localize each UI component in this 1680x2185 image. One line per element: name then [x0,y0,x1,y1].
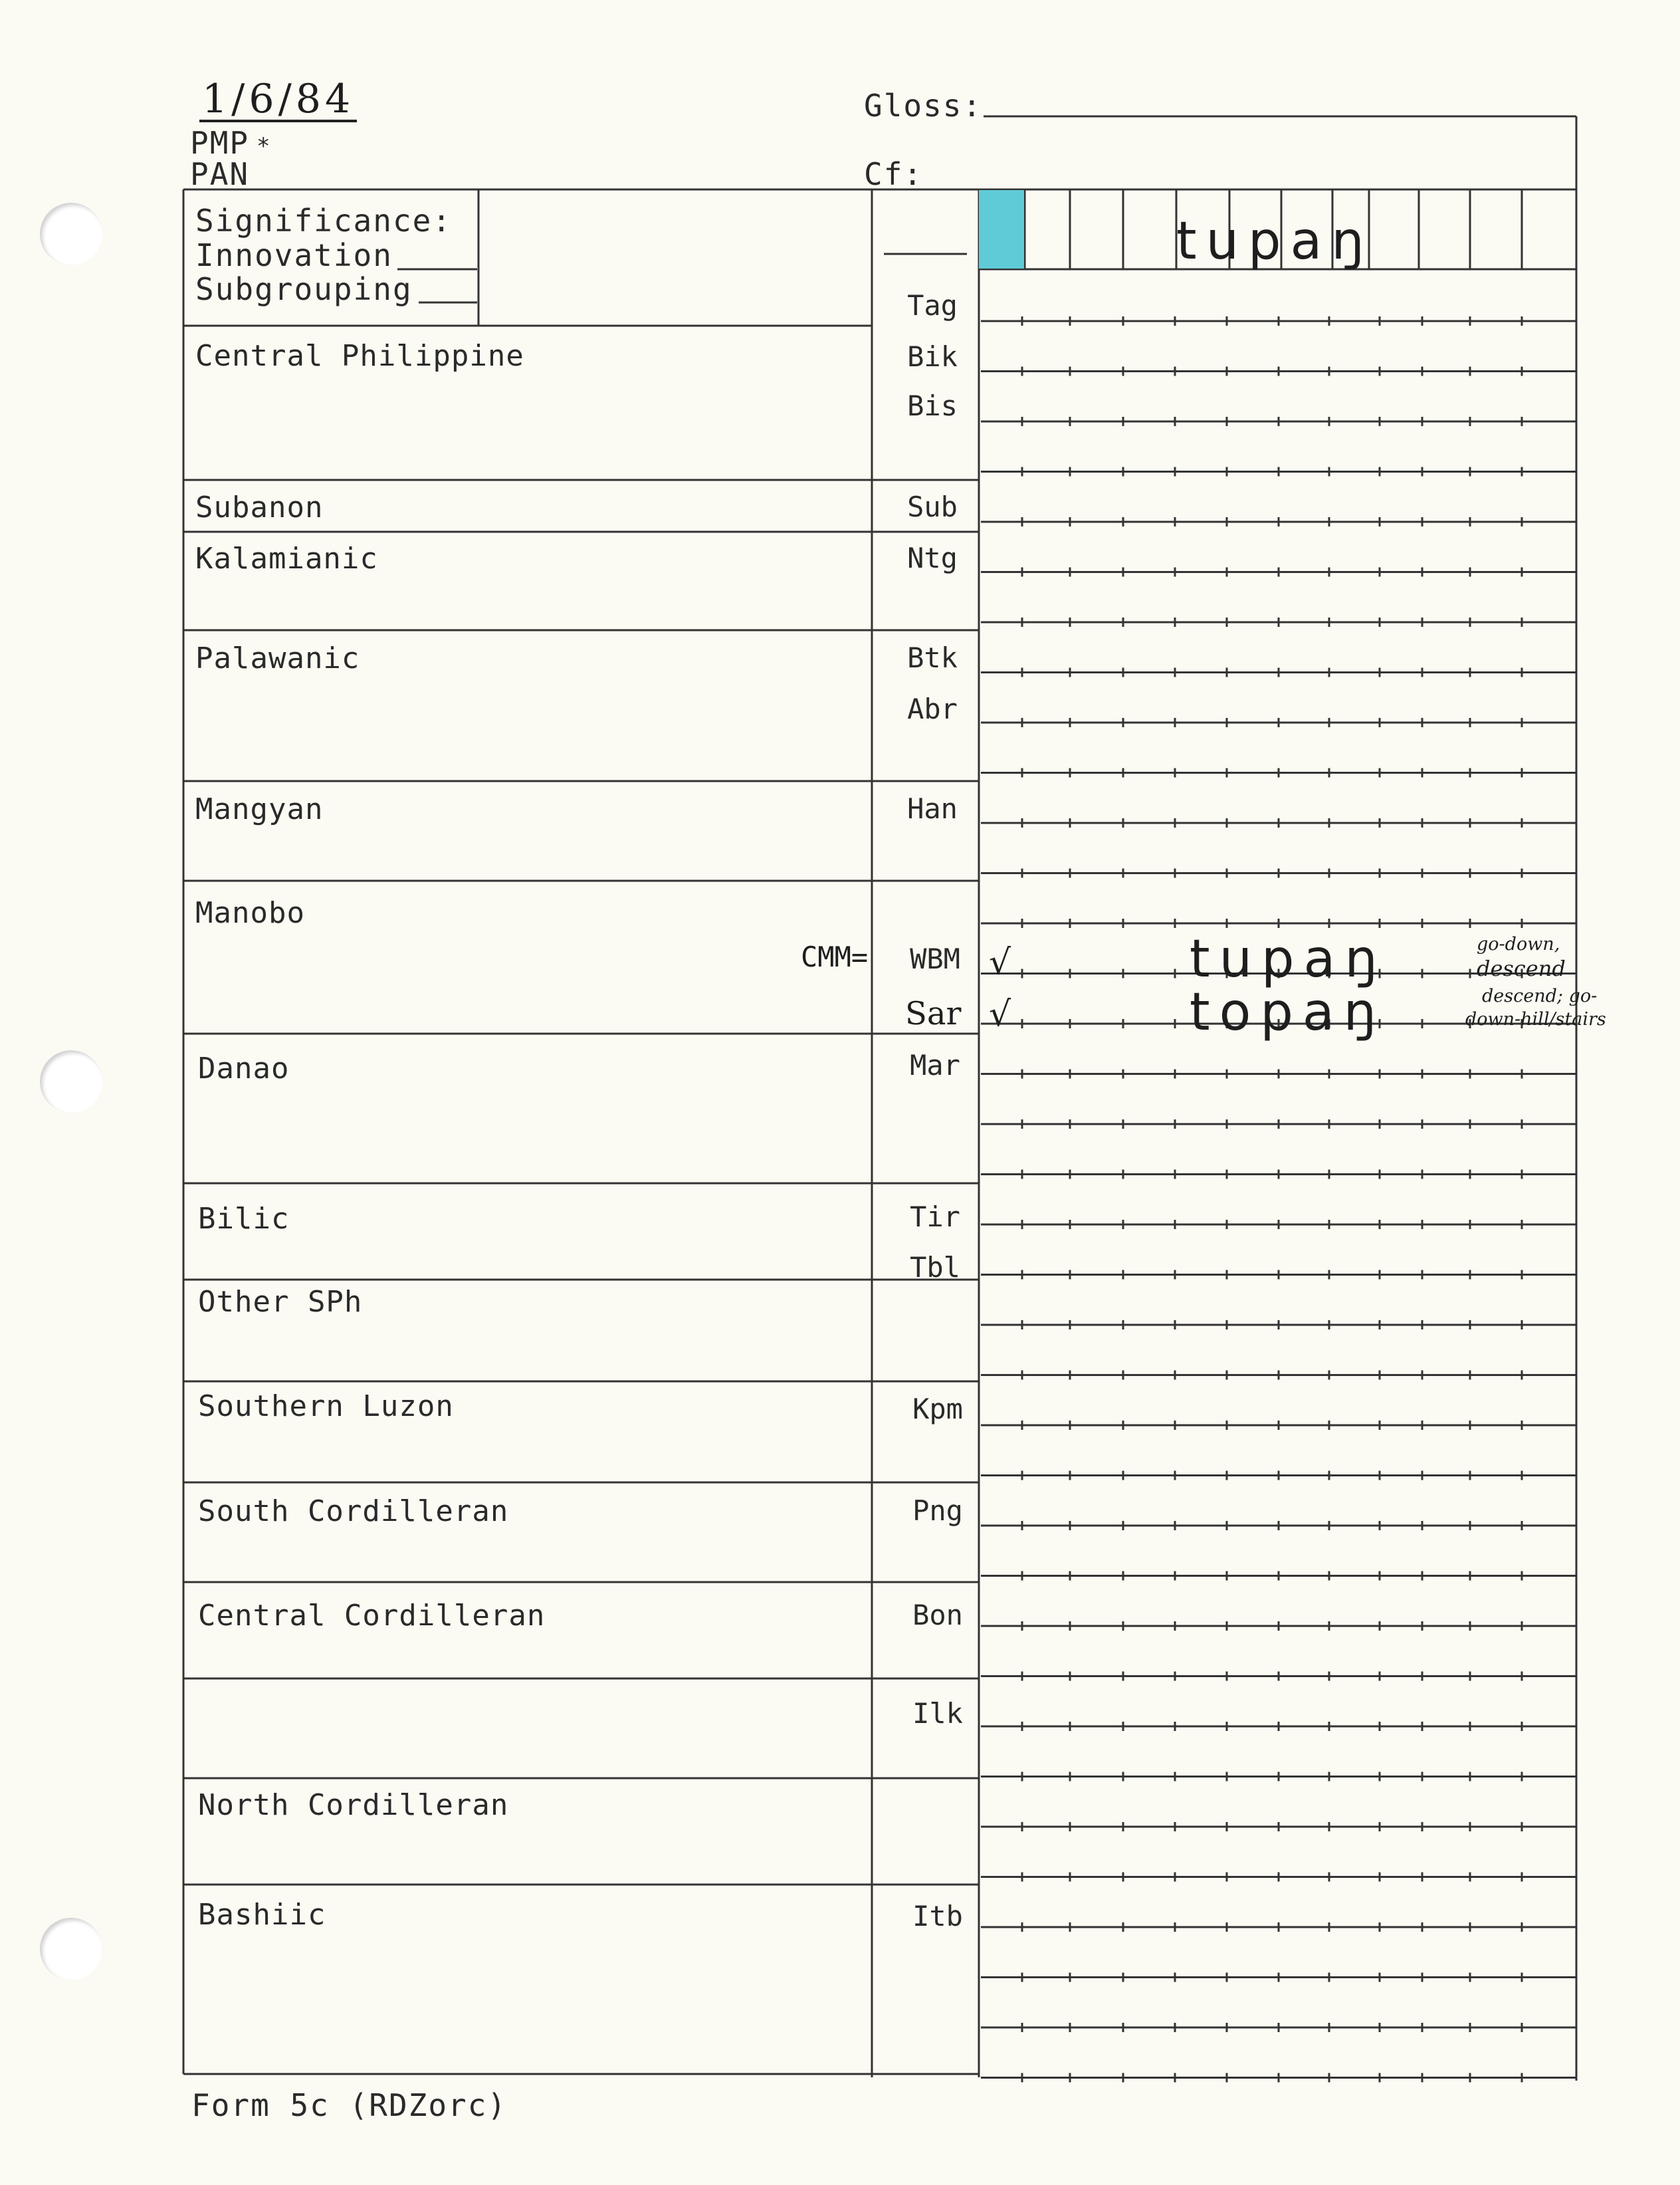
reflex-letter: t [1190,982,1219,1042]
check-mark: √ [989,994,1011,1034]
group-label: Central Cordilleran [198,1599,546,1633]
reflex-letter: t [1190,929,1219,989]
group-label: Central Philippine [195,339,524,373]
proto-letter: t [1176,211,1206,271]
sar-gloss: descend; go- [1482,986,1598,1006]
group-label: Mangyan [195,792,324,826]
lang-abbr: Bik [907,340,958,373]
reflex-letter: a [1302,982,1344,1042]
group-label: Bashiic [198,1898,326,1932]
lang-abbr: Han [907,792,958,825]
group-label: Other SPh [198,1285,363,1319]
lang-abbr: Tir [910,1201,960,1233]
reflex-letter: ŋ [1343,982,1386,1042]
group-label: Bilic [198,1202,290,1236]
lang-abbr: Btk [907,641,958,674]
lang-abbr: WBM [910,943,960,975]
group-label: Subanon [195,491,324,524]
sar-reflex-word [1190,982,1386,1042]
check-mark: √ [989,943,1011,982]
lang-abbr: Itb [912,1900,963,1932]
pmp-label: PMP [190,125,250,161]
group-label: Danao [198,1052,290,1086]
proto-letter: p [1248,211,1291,271]
proto-letter: ŋ [1331,211,1374,271]
wbm-gloss: go-down, [1477,934,1560,955]
reflex-letter: p [1261,929,1304,989]
lang-abbr: Ilk [912,1697,963,1730]
wbm-reflex-word [1190,929,1387,989]
cmm-prefix: CMM= [801,941,869,973]
gloss-label: Gloss: [864,88,983,124]
pan-label: PAN [190,156,250,192]
asterisk-mark: * [257,133,272,160]
group-label: Palawanic [195,641,360,675]
lang-abbr: Mar [910,1049,960,1082]
sar-label: Sar [905,995,962,1032]
date-field: 1/6/84 [199,78,357,122]
subgrouping-label: Subgrouping [195,271,413,307]
proto-letter: a [1290,211,1332,271]
lang-abbr: Sub [907,491,958,523]
reflex-letter: a [1303,929,1345,989]
lang-abbr: Ntg [907,542,958,574]
reflex-letter: o [1219,982,1261,1042]
lang-abbr: Png [912,1494,963,1527]
proto-highlight-cell [979,190,1024,269]
lang-abbr: Bon [912,1599,963,1631]
proto-form-word [1176,211,1374,271]
lang-abbr: Tbl [910,1251,960,1284]
cf-label: Cf: [864,156,924,192]
proto-letter: u [1206,211,1249,271]
form-label: Form 5c (RDZorc) [191,2087,508,2123]
reflex-letter: p [1260,982,1303,1042]
group-label: Kalamianic [195,542,378,576]
group-label: Manobo [195,896,305,930]
significance-title: Significance: [195,203,453,239]
sar-gloss: down-hill/stairs [1465,1009,1606,1030]
wbm-gloss: descend [1477,956,1566,981]
group-label: South Cordilleran [198,1494,509,1528]
lang-abbr: Tag [907,289,958,322]
lang-abbr: Kpm [912,1393,963,1425]
group-label: North Cordilleran [198,1788,509,1822]
reflex-letter: u [1219,929,1262,989]
lang-abbr: Bis [907,390,958,422]
innovation-label: Innovation [195,237,393,273]
lang-abbr: Abr [907,693,958,725]
group-label: Southern Luzon [198,1389,454,1423]
writing-lines [981,316,1576,2083]
reflex-letter: ŋ [1344,929,1387,989]
